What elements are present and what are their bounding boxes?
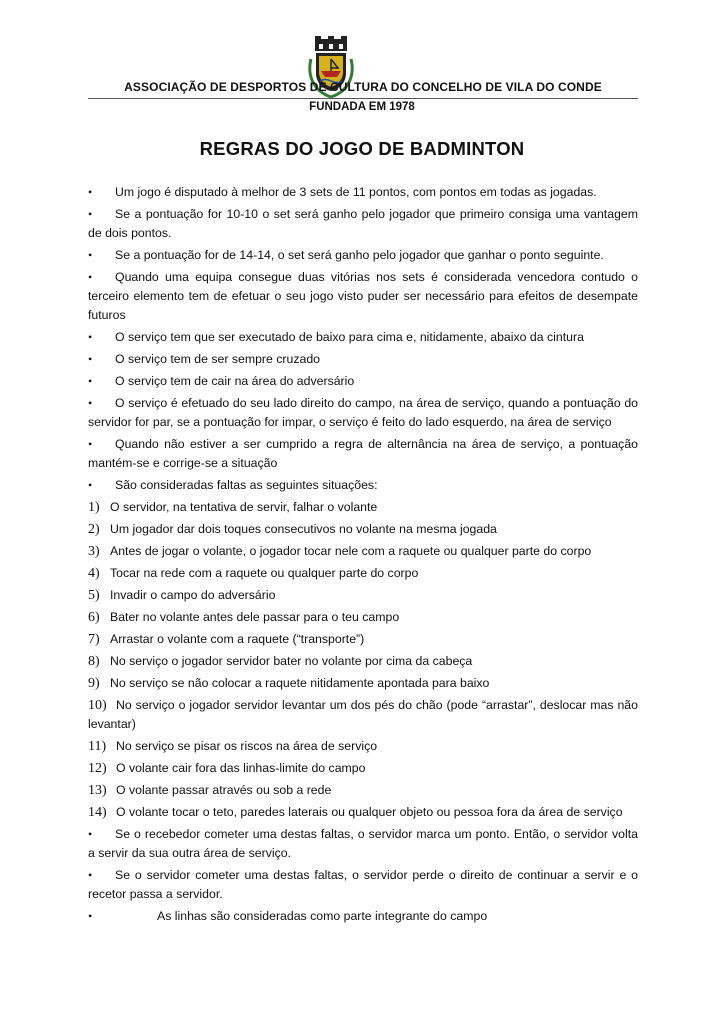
fault-item [88, 542, 638, 561]
fault-item [88, 781, 638, 800]
rule-text: O serviço tem de ser sempre cruzado [115, 352, 321, 366]
fault-item [88, 696, 638, 734]
bullet-icon: • [88, 352, 93, 366]
bullet-icon: • [88, 396, 93, 410]
document-title: REGRAS DO JOGO DE BADMINTON [199, 138, 525, 159]
rule-text: Se a pontuação for de 14-14, o set será ganho pelo jogador que ganhar o ponto seguinte. [115, 248, 604, 262]
fault-text: Arrastar o volante com a raquete (“transporte”) [110, 632, 365, 646]
bullet-icon: • [88, 909, 93, 923]
rule-item [88, 183, 638, 202]
rule-item [88, 476, 638, 495]
fault-item [88, 520, 638, 539]
bullet-icon: • [88, 478, 93, 492]
rule-item [88, 866, 638, 904]
header-divider [88, 98, 638, 99]
rule-item [88, 825, 638, 863]
fault-item [88, 564, 638, 583]
fault-text: O servidor, na tentativa de servir, falhar o volante [110, 500, 378, 514]
fault-number: 9) [88, 676, 100, 691]
fault-text: No serviço se não colocar a raquete nitidamente apontada para baixo [110, 676, 490, 690]
fault-text: No serviço o jogador servidor bater no volante por cima da cabeça [110, 654, 473, 668]
bullet-icon: • [88, 330, 93, 344]
rule-text: O serviço tem de cair na área do adversário [115, 374, 355, 388]
fault-number: 8) [88, 654, 100, 669]
fault-number: 6) [88, 610, 100, 625]
rule-item [88, 328, 638, 347]
fault-item [88, 630, 638, 649]
rule-text: Quando não estiver a ser cumprido a regra de alternância na área de serviço, a pontuação mantém-se e corrige-se a situação [88, 437, 638, 470]
bullet-icon: • [88, 270, 93, 284]
rule-item [88, 394, 638, 432]
bullet-icon: • [88, 437, 93, 451]
fault-text: No serviço se pisar os riscos na área de serviço [116, 739, 378, 753]
fault-item [88, 608, 638, 627]
fault-number: 4) [88, 566, 100, 581]
fault-item [88, 803, 638, 822]
fault-item [88, 674, 638, 693]
rule-item [88, 907, 638, 926]
rule-text: Quando uma equipa consegue duas vitórias nos sets é considerada vencedora contudo o terceiro elemento tem de efetuar o seu jogo visto puder ser necessário para efeitos de desempate futuros [88, 270, 638, 322]
rule-text: Se o recebedor cometer uma destas faltas, o servidor marca um ponto. Então, o servidor volta a servir da sua outra área de serviço. [88, 827, 638, 860]
fault-text: Antes de jogar o volante, o jogador tocar nele com a raquete ou qualquer parte do corpo [110, 544, 592, 558]
rule-text: São consideradas faltas as seguintes situações: [115, 478, 378, 492]
rule-item [88, 372, 638, 391]
fault-number: 13) [88, 783, 107, 798]
fault-text: Bater no volante antes dele passar para o teu campo [110, 610, 400, 624]
fault-text: O volante tocar o teto, paredes laterais ou qualquer objeto ou pessoa fora da área de serviço [116, 805, 623, 819]
bullet-icon: • [88, 868, 93, 882]
fault-item [88, 652, 638, 671]
bullet-icon: • [88, 207, 93, 221]
fault-text: Um jogador dar dois toques consecutivos no volante na mesma jogada [110, 522, 497, 536]
rule-item [88, 268, 638, 325]
fault-item [88, 498, 638, 517]
fault-text: Tocar na rede com a raquete ou qualquer parte do corpo [110, 566, 419, 580]
fault-number: 5) [88, 588, 100, 603]
bullet-icon: • [88, 248, 93, 262]
bullet-icon: • [88, 374, 93, 388]
rule-text: As linhas são consideradas como parte integrante do campo [157, 909, 488, 923]
rule-item [88, 435, 638, 473]
fault-text: O volante cair fora das linhas-limite do campo [116, 761, 366, 775]
rule-text: Se a pontuação for 10-10 o set será ganho pelo jogador que primeiro consiga uma vantagem de dois pontos. [88, 207, 638, 240]
fault-number: 3) [88, 544, 100, 559]
fault-text: O volante passar através ou sob a rede [116, 783, 332, 797]
fault-item [88, 759, 638, 778]
rule-text: O serviço tem que ser executado de baixo para cima e, nitidamente, abaixo da cintura [115, 330, 584, 344]
fault-number: 1) [88, 500, 100, 515]
fault-item [88, 586, 638, 605]
founded-line: FUNDADA EM 1978 [309, 101, 415, 113]
bullet-icon: • [88, 185, 93, 199]
rules-list [88, 183, 638, 929]
bullet-icon: • [88, 827, 93, 841]
fault-text: No serviço o jogador servidor levantar um dos pés do chão (pode “arrastar”, deslocar mas não levantar) [88, 698, 638, 731]
fault-text: Invadir o campo do adversário [110, 588, 276, 602]
fault-number: 12) [88, 761, 107, 776]
rule-item [88, 350, 638, 369]
rule-text: Se o servidor cometer uma destas faltas, o servidor perde o direito de continuar a servir e o recetor passa a servidor. [88, 868, 638, 901]
fault-number: 7) [88, 632, 100, 647]
fault-number: 10) [88, 698, 107, 713]
rule-item [88, 246, 638, 265]
rule-text: O serviço é efetuado do seu lado direito do campo, na área de serviço, quando a pontuação do servidor for par, se a pontuação for impar, o serviço é feito do lado esquerdo, na área de serviço [88, 396, 638, 429]
rule-item [88, 205, 638, 243]
organization-name: ASSOCIAÇÃO DE DESPORTOS DE CULTURA DO CONCELHO DE VILA DO CONDE [124, 80, 602, 94]
rule-text: Um jogo é disputado à melhor de 3 sets de 11 pontos, com pontos em todas as jogadas. [115, 185, 597, 199]
fault-number: 14) [88, 805, 107, 820]
fault-item [88, 737, 638, 756]
fault-number: 11) [88, 739, 107, 754]
fault-number: 2) [88, 522, 100, 537]
